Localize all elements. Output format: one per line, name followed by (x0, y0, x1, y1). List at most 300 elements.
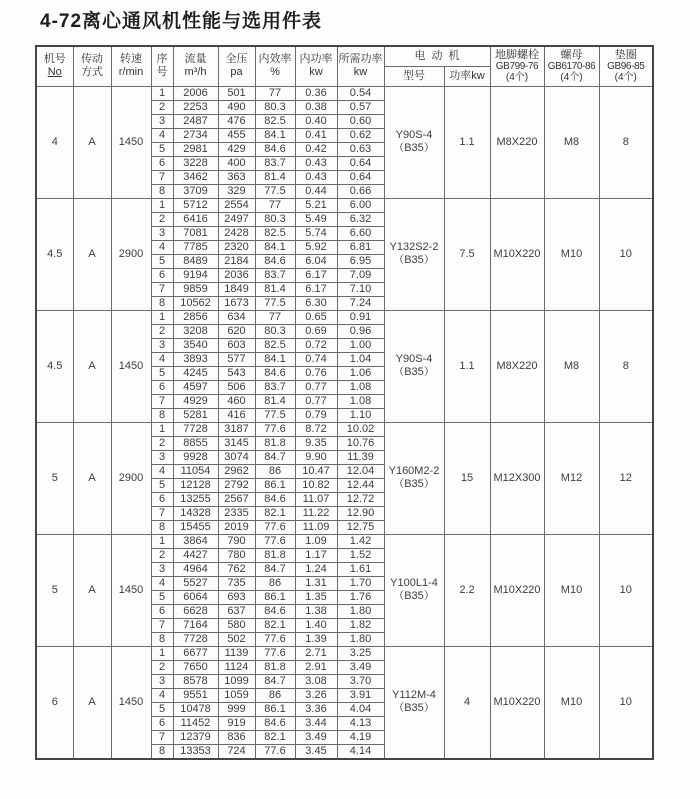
motor-model-text: Y90S-4 (395, 353, 433, 365)
seq-cell: 4 (151, 352, 173, 366)
efficiency-cell: 86.1 (255, 478, 295, 492)
machine-no-cell: 5 (36, 534, 73, 646)
pressure-cell: 1059 (218, 688, 255, 702)
power-cell: 0.36 (295, 86, 337, 100)
flow-cell: 4597 (173, 380, 218, 394)
pressure-cell: 460 (218, 394, 255, 408)
required-power-cell: 12.04 (337, 464, 384, 478)
required-power-cell: 1.80 (337, 604, 384, 618)
seq-cell: 5 (151, 478, 173, 492)
efficiency-cell: 81.8 (255, 548, 295, 562)
machine-no-cell: 4.5 (36, 198, 73, 310)
header-efficiency-line1: 内效率 (258, 53, 292, 66)
efficiency-cell: 86 (255, 576, 295, 590)
pressure-cell: 1139 (218, 646, 255, 660)
flow-cell: 7728 (173, 632, 218, 646)
pressure-cell: 2497 (218, 212, 255, 226)
power-cell: 2.71 (295, 646, 337, 660)
seq-cell: 4 (151, 128, 173, 142)
required-power-cell: 10.02 (337, 422, 384, 436)
required-power-cell: 1.06 (337, 366, 384, 380)
efficiency-cell: 77.6 (255, 422, 295, 436)
seq-cell: 7 (151, 618, 173, 632)
required-power-cell: 12.90 (337, 506, 384, 520)
seq-cell: 5 (151, 702, 173, 716)
table-row (36, 198, 653, 212)
nut-cell: M8 (544, 86, 599, 198)
header-row-1 (36, 46, 653, 66)
seq-cell: 2 (151, 660, 173, 674)
efficiency-cell: 86.1 (255, 590, 295, 604)
nut-cell: M10 (544, 198, 599, 310)
flow-cell: 6416 (173, 212, 218, 226)
header-machine-no (36, 46, 73, 86)
efficiency-cell: 86 (255, 464, 295, 478)
required-power-cell: 6.81 (337, 240, 384, 254)
header-flow-line1: 流量 (184, 53, 207, 66)
motor-model-text: Y132S2-2 (389, 241, 439, 253)
pressure-cell: 2320 (218, 240, 255, 254)
seq-cell: 2 (151, 548, 173, 562)
power-cell: 0.38 (295, 100, 337, 114)
flow-cell: 11054 (173, 464, 218, 478)
header-pressure-line1: 全压 (225, 53, 248, 66)
required-power-cell: 3.70 (337, 674, 384, 688)
pressure-cell: 2019 (218, 520, 255, 534)
header-drive-line1: 传动 (81, 53, 103, 66)
motor-model-cell (384, 422, 444, 534)
page-title: 4-72离心通风机性能与选用件表 (40, 11, 323, 32)
required-power-cell: 0.54 (337, 86, 384, 100)
pressure-cell: 836 (218, 730, 255, 744)
power-cell: 1.40 (295, 618, 337, 632)
header-drive-line2: 方式 (81, 66, 103, 79)
efficiency-cell: 77.6 (255, 534, 295, 548)
seq-cell: 1 (151, 198, 173, 212)
seq-cell: 5 (151, 366, 173, 380)
seq-cell: 7 (151, 730, 173, 744)
drive-type-cell: A (73, 534, 111, 646)
seq-cell: 8 (151, 632, 173, 646)
required-power-cell: 1.10 (337, 408, 384, 422)
motor-power-cell: 4 (444, 646, 490, 759)
flow-cell: 3462 (173, 170, 218, 184)
seq-cell: 8 (151, 744, 173, 759)
flow-cell: 7728 (173, 422, 218, 436)
seq-cell: 7 (151, 170, 173, 184)
required-power-cell: 4.13 (337, 716, 384, 730)
efficiency-cell: 83.7 (255, 156, 295, 170)
pressure-cell: 724 (218, 744, 255, 759)
machine-no-cell: 6 (36, 646, 73, 759)
efficiency-cell: 77 (255, 310, 295, 324)
header-machine-no-line2: No (47, 66, 62, 79)
efficiency-cell: 77.6 (255, 646, 295, 660)
motor-model-text: Y90S-4 (395, 129, 433, 141)
required-power-cell: 1.80 (337, 632, 384, 646)
flow-cell: 4929 (173, 394, 218, 408)
required-power-cell: 1.70 (337, 576, 384, 590)
required-power-cell: 1.04 (337, 352, 384, 366)
seq-cell: 3 (151, 338, 173, 352)
efficiency-cell: 84.6 (255, 604, 295, 618)
required-power-cell: 0.64 (337, 170, 384, 184)
efficiency-cell: 84.7 (255, 450, 295, 464)
header-nut-line2: GB6170-86 (547, 60, 596, 72)
speed-cell: 1450 (111, 310, 151, 422)
efficiency-cell: 84.7 (255, 562, 295, 576)
flow-cell: 10562 (173, 296, 218, 310)
power-cell: 0.43 (295, 170, 337, 184)
required-power-cell: 0.64 (337, 156, 384, 170)
motor-frame-text: （B35） (393, 142, 435, 154)
required-power-cell: 1.42 (337, 534, 384, 548)
power-cell: 9.35 (295, 436, 337, 450)
required-power-cell: 12.72 (337, 492, 384, 506)
pressure-cell: 620 (218, 324, 255, 338)
power-cell: 2.91 (295, 660, 337, 674)
power-cell: 5.92 (295, 240, 337, 254)
header-seq-line1: 序 (156, 53, 168, 66)
pressure-cell: 363 (218, 170, 255, 184)
pressure-cell: 577 (218, 352, 255, 366)
flow-cell: 7164 (173, 618, 218, 632)
required-power-cell: 1.08 (337, 380, 384, 394)
seq-cell: 8 (151, 296, 173, 310)
seq-cell: 2 (151, 324, 173, 338)
flow-cell: 8489 (173, 254, 218, 268)
seq-cell: 2 (151, 436, 173, 450)
efficiency-cell: 82.5 (255, 338, 295, 352)
power-cell: 3.26 (295, 688, 337, 702)
required-power-cell: 3.25 (337, 646, 384, 660)
pressure-cell: 416 (218, 408, 255, 422)
power-cell: 0.77 (295, 380, 337, 394)
flow-cell: 9551 (173, 688, 218, 702)
efficiency-cell: 81.8 (255, 660, 295, 674)
flow-cell: 14328 (173, 506, 218, 520)
seq-cell: 4 (151, 688, 173, 702)
flow-cell: 3893 (173, 352, 218, 366)
washer-cell: 10 (599, 646, 653, 759)
power-cell: 3.36 (295, 702, 337, 716)
pressure-cell: 1673 (218, 296, 255, 310)
efficiency-cell: 84.6 (255, 254, 295, 268)
efficiency-cell: 84.1 (255, 352, 295, 366)
power-cell: 0.69 (295, 324, 337, 338)
header-motor-model: 型号 (384, 66, 444, 86)
pressure-cell: 735 (218, 576, 255, 590)
pressure-cell: 501 (218, 86, 255, 100)
efficiency-cell: 84.6 (255, 492, 295, 506)
required-power-cell: 12.44 (337, 478, 384, 492)
efficiency-cell: 84.6 (255, 716, 295, 730)
power-cell: 5.49 (295, 212, 337, 226)
required-power-cell: 7.24 (337, 296, 384, 310)
pressure-cell: 693 (218, 590, 255, 604)
nut-cell: M8 (544, 310, 599, 422)
motor-frame-text: （B35） (393, 254, 435, 266)
pressure-cell: 603 (218, 338, 255, 352)
seq-cell: 2 (151, 212, 173, 226)
anchor-bolt-cell: M8X220 (490, 310, 544, 422)
flow-cell: 3208 (173, 324, 218, 338)
required-power-cell: 6.95 (337, 254, 384, 268)
header-required-power (337, 46, 384, 86)
motor-power-cell: 2.2 (444, 534, 490, 646)
header-speed-line1: 转速 (120, 53, 142, 66)
flow-cell: 9928 (173, 450, 218, 464)
pressure-cell: 634 (218, 310, 255, 324)
seq-cell: 1 (151, 646, 173, 660)
pressure-cell: 2335 (218, 506, 255, 520)
table-row (36, 86, 653, 100)
efficiency-cell: 83.7 (255, 380, 295, 394)
header-anchor-bolt-line2: GB799-76 (495, 60, 539, 72)
motor-power-cell: 1.1 (444, 310, 490, 422)
motor-frame-text: （B35） (393, 590, 435, 602)
seq-cell: 6 (151, 380, 173, 394)
efficiency-cell: 80.3 (255, 100, 295, 114)
pressure-cell: 3074 (218, 450, 255, 464)
efficiency-cell: 77.5 (255, 408, 295, 422)
required-power-cell: 3.91 (337, 688, 384, 702)
seq-cell: 5 (151, 590, 173, 604)
header-speed-line2: r/min (118, 66, 144, 79)
required-power-cell: 6.60 (337, 226, 384, 240)
machine-no-cell: 4 (36, 86, 73, 198)
power-cell: 5.74 (295, 226, 337, 240)
pressure-cell: 2792 (218, 478, 255, 492)
efficiency-cell: 84.6 (255, 366, 295, 380)
efficiency-cell: 77.5 (255, 296, 295, 310)
efficiency-cell: 77.5 (255, 184, 295, 198)
flow-cell: 13353 (173, 744, 218, 759)
flow-cell: 3228 (173, 156, 218, 170)
flow-cell: 2006 (173, 86, 218, 100)
drive-type-cell: A (73, 646, 111, 759)
efficiency-cell: 80.3 (255, 324, 295, 338)
pressure-cell: 2962 (218, 464, 255, 478)
fan-table-body (36, 86, 653, 759)
anchor-bolt-cell: M8X220 (490, 86, 544, 198)
efficiency-cell: 81.4 (255, 170, 295, 184)
power-cell: 1.17 (295, 548, 337, 562)
required-power-cell: 1.61 (337, 562, 384, 576)
motor-model-text: Y112M-4 (392, 689, 436, 701)
required-power-cell: 1.82 (337, 618, 384, 632)
pressure-cell: 3187 (218, 422, 255, 436)
washer-cell: 10 (599, 534, 653, 646)
seq-cell: 7 (151, 394, 173, 408)
seq-cell: 5 (151, 142, 173, 156)
flow-cell: 3540 (173, 338, 218, 352)
seq-cell: 3 (151, 562, 173, 576)
power-cell: 6.17 (295, 282, 337, 296)
efficiency-cell: 82.1 (255, 506, 295, 520)
speed-cell: 1450 (111, 534, 151, 646)
power-cell: 0.42 (295, 142, 337, 156)
motor-model-cell (384, 310, 444, 422)
header-nut (544, 46, 599, 86)
pressure-cell: 1099 (218, 674, 255, 688)
pressure-cell: 429 (218, 142, 255, 156)
efficiency-cell: 77.6 (255, 632, 295, 646)
pressure-cell: 580 (218, 618, 255, 632)
power-cell: 10.47 (295, 464, 337, 478)
power-cell: 3.45 (295, 744, 337, 759)
header-machine-no-line1: 机号 (43, 53, 66, 66)
header-anchor-bolt (490, 46, 544, 86)
seq-cell: 2 (151, 100, 173, 114)
power-cell: 0.72 (295, 338, 337, 352)
pressure-cell: 762 (218, 562, 255, 576)
flow-cell: 9194 (173, 268, 218, 282)
pressure-cell: 780 (218, 548, 255, 562)
power-cell: 10.82 (295, 478, 337, 492)
flow-cell: 11452 (173, 716, 218, 730)
flow-cell: 10478 (173, 702, 218, 716)
pressure-cell: 2428 (218, 226, 255, 240)
pressure-cell: 455 (218, 128, 255, 142)
required-power-cell: 6.32 (337, 212, 384, 226)
required-power-cell: 4.14 (337, 744, 384, 759)
pressure-cell: 2036 (218, 268, 255, 282)
power-cell: 0.41 (295, 128, 337, 142)
efficiency-cell: 82.1 (255, 730, 295, 744)
seq-cell: 3 (151, 226, 173, 240)
power-cell: 6.17 (295, 268, 337, 282)
flow-cell: 7785 (173, 240, 218, 254)
drive-type-cell: A (73, 310, 111, 422)
motor-frame-text: （B35） (393, 702, 435, 714)
flow-cell: 2856 (173, 310, 218, 324)
power-cell: 3.44 (295, 716, 337, 730)
efficiency-cell: 86.1 (255, 702, 295, 716)
efficiency-cell: 82.5 (255, 114, 295, 128)
table-row (36, 646, 653, 660)
motor-power-cell: 1.1 (444, 86, 490, 198)
pressure-cell: 2567 (218, 492, 255, 506)
flow-cell: 12379 (173, 730, 218, 744)
power-cell: 1.35 (295, 590, 337, 604)
seq-cell: 3 (151, 114, 173, 128)
seq-cell: 7 (151, 282, 173, 296)
pressure-cell: 400 (218, 156, 255, 170)
header-power-line1: 内功率 (299, 53, 333, 66)
flow-cell: 2981 (173, 142, 218, 156)
required-power-cell: 7.10 (337, 282, 384, 296)
seq-cell: 1 (151, 534, 173, 548)
seq-cell: 4 (151, 576, 173, 590)
flow-cell: 2253 (173, 100, 218, 114)
seq-cell: 8 (151, 520, 173, 534)
anchor-bolt-cell: M10X220 (490, 534, 544, 646)
anchor-bolt-cell: M10X220 (490, 198, 544, 310)
power-cell: 3.08 (295, 674, 337, 688)
power-cell: 6.30 (295, 296, 337, 310)
nut-cell: M12 (544, 422, 599, 534)
required-power-cell: 10.76 (337, 436, 384, 450)
power-cell: 0.65 (295, 310, 337, 324)
power-cell: 0.77 (295, 394, 337, 408)
motor-power-cell: 15 (444, 422, 490, 534)
seq-cell: 4 (151, 240, 173, 254)
pressure-cell: 919 (218, 716, 255, 730)
seq-cell: 5 (151, 254, 173, 268)
motor-model-text: Y160M2-2 (388, 465, 440, 477)
power-cell: 5.21 (295, 198, 337, 212)
power-cell: 8.72 (295, 422, 337, 436)
flow-cell: 5527 (173, 576, 218, 590)
header-seq (151, 46, 173, 86)
seq-cell: 8 (151, 184, 173, 198)
header-flow-line2: m³/h (184, 66, 207, 79)
efficiency-cell: 82.1 (255, 618, 295, 632)
efficiency-cell: 84.6 (255, 142, 295, 156)
flow-cell: 7650 (173, 660, 218, 674)
pressure-cell: 2184 (218, 254, 255, 268)
motor-model-cell (384, 198, 444, 310)
efficiency-cell: 82.5 (255, 226, 295, 240)
efficiency-cell: 86 (255, 688, 295, 702)
pressure-cell: 790 (218, 534, 255, 548)
nut-cell: M10 (544, 534, 599, 646)
header-speed (111, 46, 151, 86)
seq-cell: 6 (151, 492, 173, 506)
required-power-cell: 12.75 (337, 520, 384, 534)
power-cell: 11.07 (295, 492, 337, 506)
flow-cell: 13255 (173, 492, 218, 506)
washer-cell: 8 (599, 310, 653, 422)
drive-type-cell: A (73, 86, 111, 198)
efficiency-cell: 83.7 (255, 268, 295, 282)
flow-cell: 8578 (173, 674, 218, 688)
seq-cell: 6 (151, 716, 173, 730)
washer-cell: 10 (599, 198, 653, 310)
required-power-cell: 11.39 (337, 450, 384, 464)
required-power-cell: 3.49 (337, 660, 384, 674)
seq-cell: 4 (151, 464, 173, 478)
pressure-cell: 2554 (218, 198, 255, 212)
efficiency-cell: 81.4 (255, 394, 295, 408)
pressure-cell: 637 (218, 604, 255, 618)
power-cell: 6.04 (295, 254, 337, 268)
speed-cell: 1450 (111, 86, 151, 198)
flow-cell: 6064 (173, 590, 218, 604)
power-cell: 3.49 (295, 730, 337, 744)
header-power (295, 46, 337, 86)
seq-cell: 1 (151, 422, 173, 436)
flow-cell: 4427 (173, 548, 218, 562)
header-required-power-line2: kw (353, 66, 368, 79)
required-power-cell: 0.57 (337, 100, 384, 114)
header-required-power-line1: 所需功率 (338, 53, 383, 66)
required-power-cell: 4.19 (337, 730, 384, 744)
header-washer-line2: GB96-85 (607, 60, 645, 72)
power-cell: 0.43 (295, 156, 337, 170)
seq-cell: 1 (151, 310, 173, 324)
header-nut-line1: 螺母 (560, 48, 583, 61)
power-cell: 11.09 (295, 520, 337, 534)
motor-model-cell (384, 534, 444, 646)
efficiency-cell: 77.6 (255, 520, 295, 534)
required-power-cell: 0.96 (337, 324, 384, 338)
efficiency-cell: 84.1 (255, 240, 295, 254)
flow-cell: 4964 (173, 562, 218, 576)
pressure-cell: 3145 (218, 436, 255, 450)
pressure-cell: 329 (218, 184, 255, 198)
